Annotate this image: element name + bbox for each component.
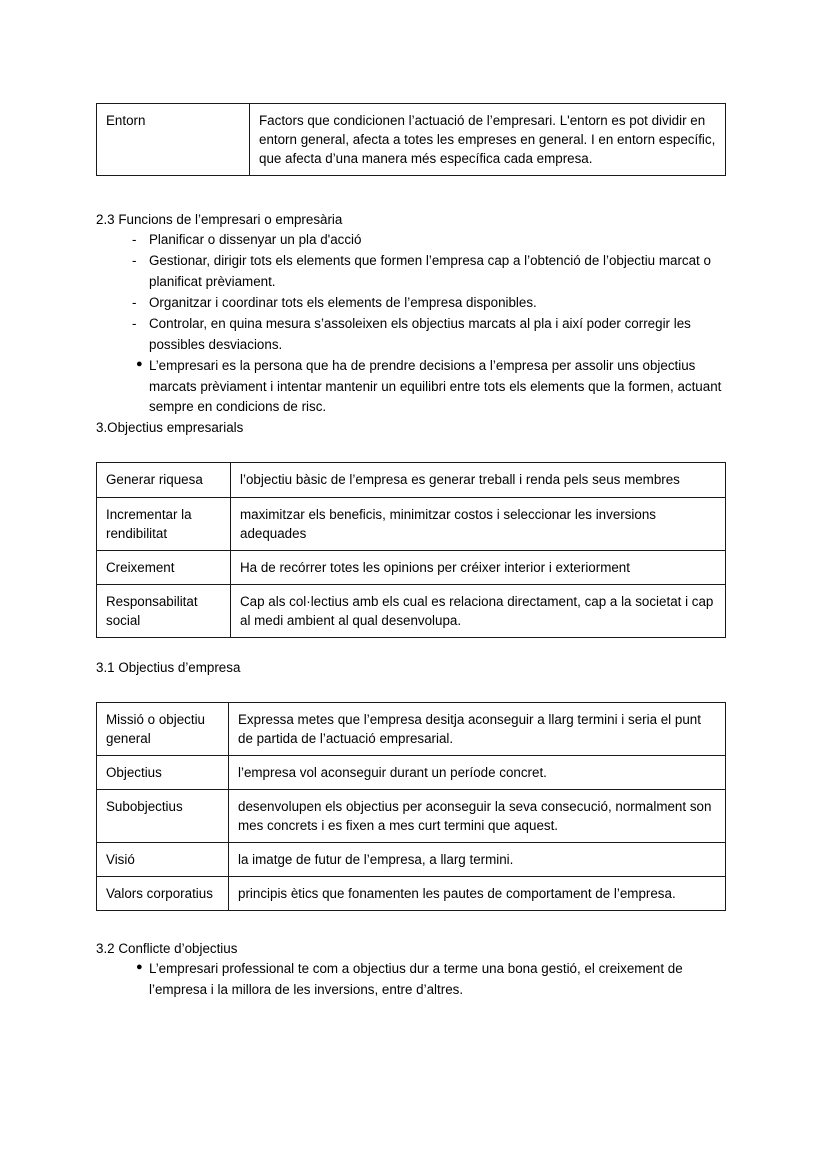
table-row [97,876,726,910]
table-cell-definition: l’objectiu bàsic de l’empresa es generar treball i renda pels seus membres [231,463,726,497]
table-row [97,842,726,876]
list-item [96,293,728,314]
table-cell-term: Entorn [97,104,250,176]
table-row [97,789,726,842]
table-cell-definition: Factors que condicionen l’actuació de l’empresari. L'entorn es pot dividir en entorn general, afecta a totes les empreses en general. I en entorn específic, que afecta d’una manera més específica cada empresa. [250,104,726,176]
list-funcions-empresari [96,230,728,418]
table-cell-term: Generar riquesa [97,463,231,497]
table-cell-definition: Expressa metes que l’empresa desitja aconseguir a llarg termini i seria el punt de partida de l’actuació empresarial. [229,702,726,755]
table-cell-definition: la imatge de futur de l’empresa, a llarg termini. [229,842,726,876]
dash-marker-icon: - [132,294,137,310]
bullet-marker-icon: ● [136,357,143,370]
dash-marker-icon: - [132,253,137,269]
section-spacer [96,911,728,939]
table-cell-term: Missió o objectiu general [97,702,229,755]
section-spacer [96,438,728,462]
document-body [96,0,728,1001]
list-item-text: L’empresari professional te com a objectius dur a terme una bona gestió, el creixement de l’empresa i la millora de les inversions, entre d’altres. [149,961,683,997]
section-spacer [96,638,728,658]
table-cell-definition: desenvolupen els objectius per aconseguir la seva consecució, normalment son mes concrets i es fixen a mes curt termini que aquest. [229,789,726,842]
table-cell-definition: principis ètics que fonamenten les pautes de comportament de l’empresa. [229,876,726,910]
list-item [96,959,728,1001]
table-row [97,702,726,755]
list-item-text: Planificar o dissenyar un pla d'acció [149,232,362,248]
table-cell-term: Creixement [97,550,231,584]
list-item [96,251,728,293]
table-cell-term: Responsabilitat social [97,584,231,637]
heading-2-3: 2.3 Funcions de l’empresari o empresària [96,212,343,228]
heading-3: 3.Objectius empresarials [96,420,244,436]
table-row [97,463,726,497]
table-row [97,755,726,789]
dash-marker-icon: - [132,315,137,331]
list-item-text: Organitzar i coordinar tots els elements de l’empresa disponibles. [149,294,537,310]
table-cell-term: Objectius [97,755,229,789]
dash-marker-icon: - [132,232,137,248]
heading-3-2: 3.2 Conflicte d’objectius [96,940,238,956]
table-cell-definition: l’empresa vol aconseguir durant un període concret. [229,755,726,789]
list-item [96,356,728,419]
section-spacer [96,176,728,210]
list-conflicte-objectius [96,959,728,1001]
table-cell-term: Visió [97,842,229,876]
list-item-text: Gestionar, dirigir tots els elements que formen l’empresa cap a l’obtenció de l’objectiu marcat o planificat prèviament. [149,253,711,290]
table-cell-definition: maximitzar els beneficis, minimitzar costos i seleccionar les inversions adequades [231,497,726,550]
top-margin-spacer [96,0,728,103]
list-item-text: Controlar, en quina mesura s’assoleixen els objectius marcats al pla i així poder corregir les possibles desviacions. [149,315,691,352]
list-item [96,314,728,356]
list-item [96,230,728,251]
table-cell-term: Incrementar la rendibilitat [97,497,231,550]
table-row [97,104,726,176]
list-item-text: L’empresari es la persona que ha de prendre decisions a l’empresa per assolir uns objectius marcats prèviament i intentar mantenir un equilibri entre tots els elements que la formen, actuant sempre en condicions de risc. [149,357,722,415]
table-cell-term: Subobjectius [97,789,229,842]
table-cell-term: Valors corporatius [97,876,229,910]
bullet-marker-icon: ● [136,961,143,974]
table-objectius-empresarials [96,462,726,637]
table-cell-definition: Ha de recórrer totes les opinions per créixer interior i exteriorment [231,550,726,584]
table-row [97,497,726,550]
table-row [97,584,726,637]
table-entorn [96,103,726,176]
table-row [97,550,726,584]
heading-3-1: 3.1 Objectius d’empresa [96,659,241,675]
table-objectius-empresa [96,702,726,911]
table-cell-definition: Cap als col·lectius amb els cual es relaciona directament, cap a la societat i cap al medi ambient al qual desenvolupa. [231,584,726,637]
section-spacer [96,678,728,702]
